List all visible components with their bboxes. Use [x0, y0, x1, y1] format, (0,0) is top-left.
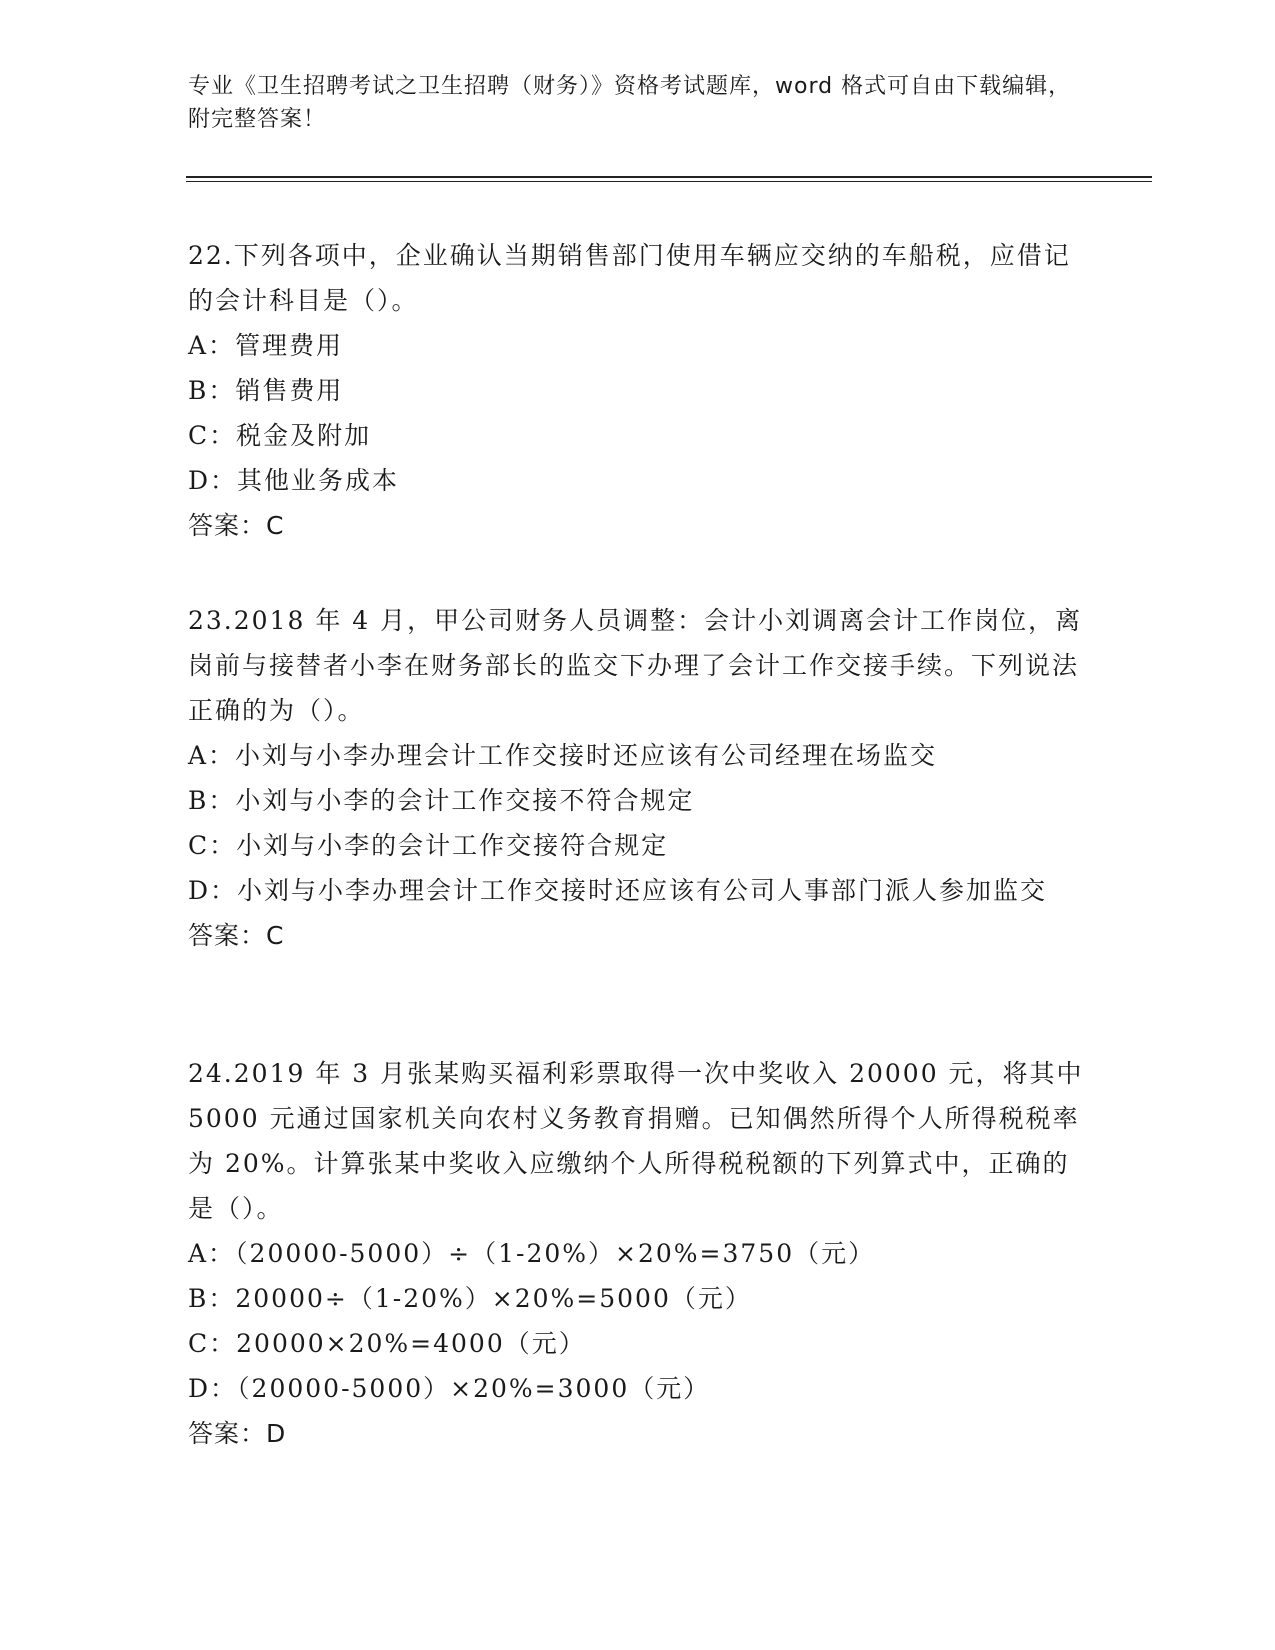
option-a: A：（20000-5000）÷（1-20%）×20%=3750（元） — [188, 1239, 876, 1268]
option-c: C：税金及附加 — [188, 421, 372, 450]
option-d: D：其他业务成本 — [188, 466, 400, 495]
option-d: D：小刘与小李办理会计工作交接时还应该有公司人事部门派人参加监交 — [188, 876, 1048, 905]
option-a: A：小刘与小李办理会计工作交接时还应该有公司经理在场监交 — [188, 741, 938, 770]
option-b: B：20000÷（1-20%）×20%=5000（元） — [188, 1284, 752, 1313]
question-stem: 23.2018 年 4 月，甲公司财务人员调整：会计小刘调离会计工作岗位，离岗前与接替者小李在财务部长的监交下办理了会计工作交接手续。下列说法正确的为（）。 — [188, 606, 1083, 725]
answer: 答案：C — [188, 511, 285, 540]
question-22 — [188, 233, 1088, 548]
document-header: 专业《卫生招聘考试之卫生招聘（财务）》资格考试题库，word 格式可自由下载编辑，附完整答案！ — [188, 74, 1072, 132]
option-c: C：20000×20%=4000（元） — [188, 1329, 586, 1358]
option-c: C：小刘与小李的会计工作交接符合规定 — [188, 831, 669, 860]
question-stem: 22.下列各项中，企业确认当期销售部门使用车辆应交纳的车船税，应借记的会计科目是（）。 — [188, 241, 1071, 315]
option-a: A：管理费用 — [188, 331, 344, 360]
header-divider — [186, 176, 1152, 182]
question-23 — [188, 598, 1088, 958]
option-d: D：（20000-5000）×20%=3000（元） — [188, 1374, 711, 1403]
option-b: B：小刘与小李的会计工作交接不符合规定 — [188, 786, 695, 815]
question-stem: 24.2019 年 3 月张某购买福利彩票取得一次中奖收入 20000 元，将其中 5000 元通过国家机关向农村义务教育捐赠。已知偶然所得个人所得税税率为 20%。计算张某中奖收入应缴纳个人所得税税额的下列算式中，正确的是（）。 — [188, 1059, 1084, 1223]
answer: 答案：C — [188, 921, 285, 950]
option-b: B：销售费用 — [188, 376, 344, 405]
question-24 — [188, 1051, 1088, 1456]
answer: 答案：D — [188, 1419, 287, 1448]
